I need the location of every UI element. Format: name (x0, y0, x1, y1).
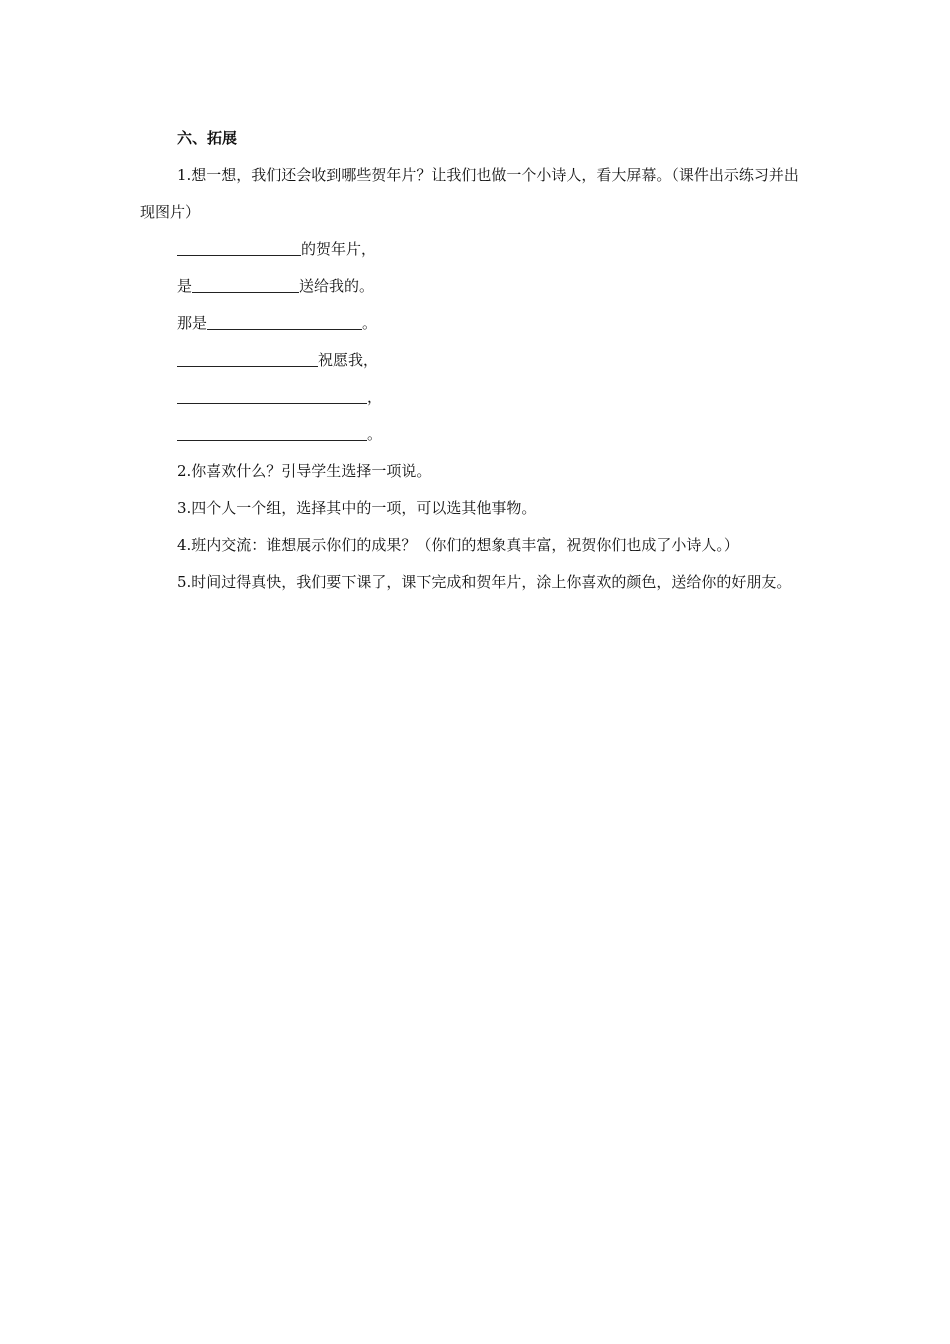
fill-blank[interactable] (177, 346, 318, 367)
fill-blank[interactable] (177, 383, 367, 404)
fill-blank[interactable] (192, 272, 299, 293)
poem-line-4 (140, 342, 810, 379)
poem-line-3 (140, 305, 810, 342)
item-5: 5.时间过得真快，我们要下课了，课下完成和贺年片，涂上你喜欢的颜色，送给你的好朋友。 (177, 573, 792, 591)
item-3: 3.四个人一个组，选择其中的一项，可以选其他事物。 (177, 499, 537, 517)
poem-line-1 (140, 231, 810, 268)
poem-line-5 (140, 379, 810, 416)
poem-line-6-text: 。 (367, 425, 383, 443)
poem-line-1-text: 的贺年片， (301, 240, 377, 258)
poem-line-3-prefix: 那是 (177, 314, 208, 332)
poem-line-5-text: ， (367, 388, 383, 406)
document-content (140, 120, 810, 601)
item-4: 4.班内交流：谁想展示你们的成果？（你们的想象真丰富，祝贺你们也成了小诗人。） (177, 536, 739, 554)
fill-blank[interactable] (177, 420, 367, 441)
poem-line-4-text: 祝愿我， (318, 351, 379, 369)
fill-blank[interactable] (207, 309, 362, 330)
item-1: 1.想一想，我们还会收到哪些贺年片？让我们也做一个小诗人，看大屏幕。（课件出示练习并出现图片） (140, 166, 799, 221)
poem-line-3-text: 。 (362, 314, 378, 332)
poem-line-2 (140, 268, 810, 305)
poem-line-6 (140, 416, 810, 453)
item-2: 2.你喜欢什么？引导学生选择一项说。 (177, 462, 432, 480)
section-heading: 六、拓展 (177, 129, 238, 147)
fill-blank[interactable] (177, 235, 301, 256)
poem-line-2-prefix: 是 (177, 277, 193, 295)
poem-line-2-text: 送给我的。 (299, 277, 375, 295)
